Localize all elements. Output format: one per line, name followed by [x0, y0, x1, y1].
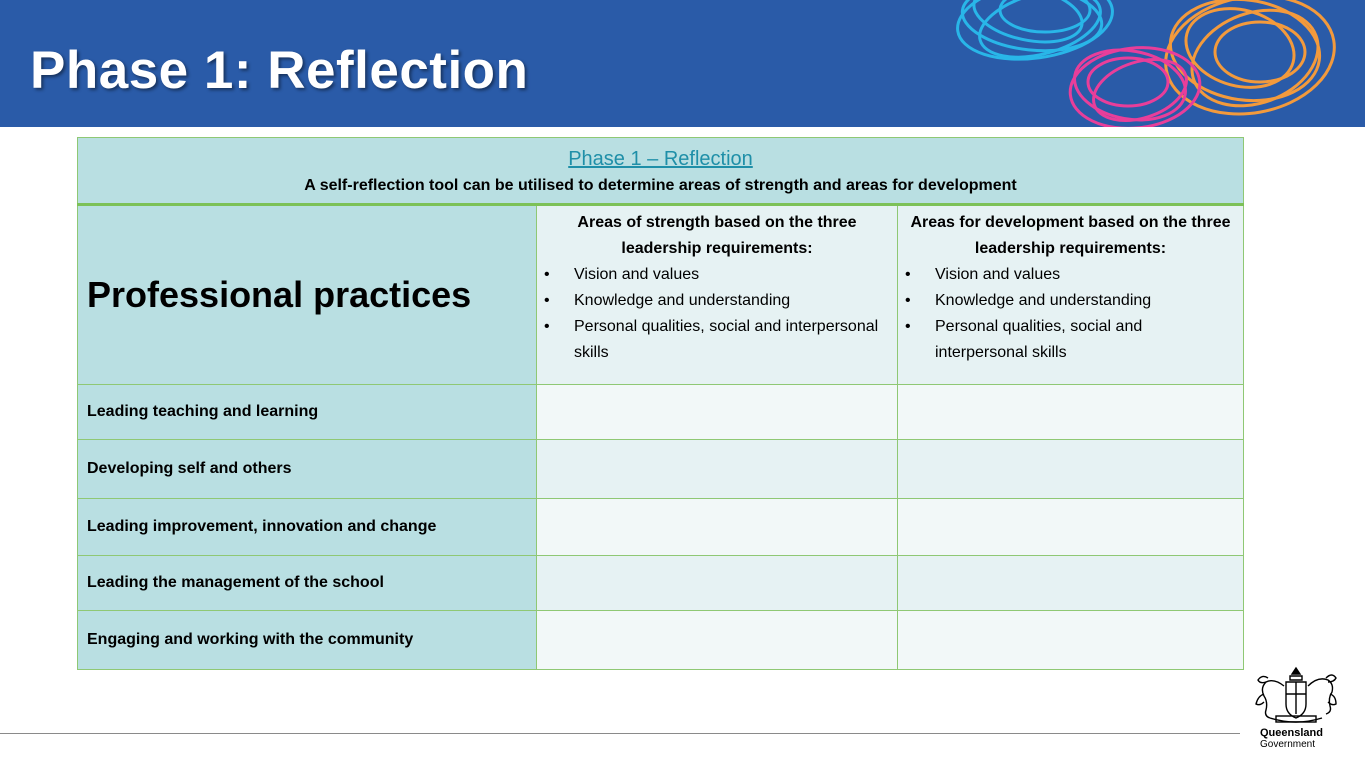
reflection-table	[77, 137, 1244, 670]
strength-cell[interactable]	[537, 385, 898, 440]
strength-requirements-list	[543, 262, 891, 366]
footer-divider	[0, 733, 1240, 734]
strength-column-title: Areas of strength based on the three leadership requirements:	[577, 214, 857, 257]
development-cell[interactable]	[898, 556, 1244, 611]
phase-1-reflection-link[interactable]: Phase 1 – Reflection	[568, 148, 753, 170]
slide-title: Phase 1: Reflection	[30, 41, 529, 100]
strength-column-header	[537, 205, 898, 385]
list-item: • Vision and values	[904, 262, 1237, 288]
row-label: Engaging and working with the community	[78, 611, 537, 670]
logo-text-government: Government	[1260, 739, 1316, 750]
header-banner	[0, 0, 1365, 127]
strength-cell[interactable]	[537, 556, 898, 611]
row-label: Developing self and others	[78, 440, 537, 499]
strength-cell[interactable]	[537, 611, 898, 670]
coat-of-arms-icon	[1250, 664, 1342, 726]
table-row	[78, 611, 1244, 670]
table-row	[78, 499, 1244, 556]
list-item: • Personal qualities, social and interpersonal skills	[543, 314, 891, 366]
queensland-government-logo	[1250, 664, 1342, 752]
row-label: Leading teaching and learning	[78, 385, 537, 440]
row-label: Leading improvement, innovation and change	[78, 499, 537, 556]
list-item: • Knowledge and understanding	[543, 288, 891, 314]
development-cell[interactable]	[898, 611, 1244, 670]
banner-subtitle: A self-reflection tool can be utilised to determine areas of strength and areas for development	[304, 177, 1017, 194]
list-item: • Vision and values	[543, 262, 891, 288]
development-cell[interactable]	[898, 440, 1244, 499]
development-requirements-list	[904, 262, 1237, 366]
table-row	[78, 385, 1244, 440]
development-cell[interactable]	[898, 499, 1244, 556]
development-column-title: Areas for development based on the three leadership requirements:	[910, 214, 1231, 257]
strength-cell[interactable]	[537, 499, 898, 556]
table-row	[78, 556, 1244, 611]
decorative-scribbles	[940, 0, 1365, 127]
table-row	[78, 440, 1244, 499]
professional-practices-heading: Professional practices	[78, 205, 537, 385]
row-label: Leading the management of the school	[78, 556, 537, 611]
table-banner	[78, 138, 1244, 205]
logo-text-queensland: Queensland	[1260, 727, 1323, 739]
list-item: • Personal qualities, social and interpersonal skills	[904, 314, 1237, 366]
development-column-header	[898, 205, 1244, 385]
development-cell[interactable]	[898, 385, 1244, 440]
strength-cell[interactable]	[537, 440, 898, 499]
list-item: • Knowledge and understanding	[904, 288, 1237, 314]
